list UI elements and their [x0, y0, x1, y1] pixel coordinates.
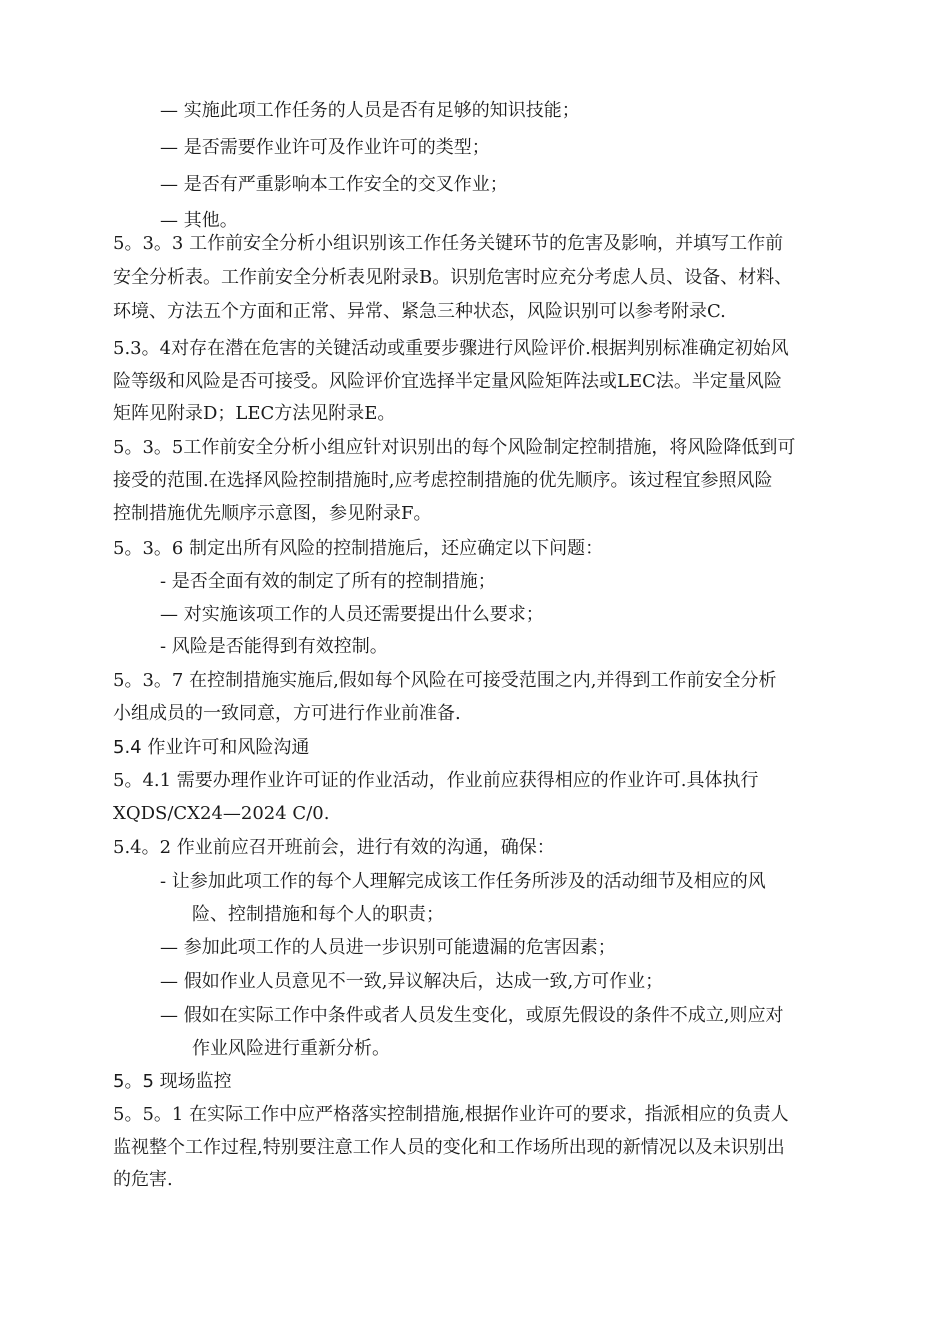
bullet-line: — 实施此项工作任务的人员是否有足够的知识技能；	[160, 100, 580, 121]
bullet-line: 作业风险进行重新分析。	[192, 1038, 390, 1059]
paragraph-line: 矩阵见附录D；LEC方法见附录E。	[113, 403, 396, 424]
bullet-line: — 假如在实际工作中条件或者人员发生变化，或原先假设的条件不成立,则应对	[160, 1005, 784, 1026]
paragraph-line: 险等级和风险是否可接受。风险评价宜选择半定量风险矩阵法或LEC法。半定量风险	[113, 371, 782, 392]
paragraph-line: 环境、方法五个方面和正常、异常、紧急三种状态，风险识别可以参考附录C.	[113, 301, 726, 322]
bullet-line: — 是否有严重影响本工作安全的交叉作业；	[160, 174, 508, 195]
paragraph-line: 接受的范围.在选择风险控制措施时,应考虑控制措施的优先顺序。该过程宜参照风险	[113, 470, 773, 491]
section-heading: 5.4 作业许可和风险沟通	[113, 737, 310, 758]
paragraph-line: 5。3。7 在控制措施实施后,假如每个风险在可接受范围之内,并得到工作前安全分析	[113, 670, 777, 691]
bullet-line: - 让参加此项工作的每个人理解完成该工作任务所涉及的活动细节及相应的风	[160, 871, 766, 892]
bullet-line: - 风险是否能得到有效控制。	[160, 636, 388, 657]
bullet-line: — 是否需要作业许可及作业许可的类型；	[160, 137, 490, 158]
bullet-line: 险、控制措施和每个人的职责；	[192, 904, 444, 925]
paragraph-line: 5.4。2 作业前应召开班前会，进行有效的沟通，确保：	[113, 837, 555, 858]
paragraph-line: 5。4.1 需要办理作业许可证的作业活动，作业前应获得相应的作业许可.具体执行	[113, 770, 759, 791]
paragraph-line: 5。5。1 在实际工作中应严格落实控制措施,根据作业许可的要求，指派相应的负责人	[113, 1104, 789, 1125]
paragraph-line: XQDS/CX24—2024 C/0.	[113, 803, 330, 824]
bullet-line: — 参加此项工作的人员进一步识别可能遗漏的危害因素；	[160, 937, 616, 958]
bullet-line: — 对实施该项工作的人员还需要提出什么要求；	[160, 604, 544, 625]
section-heading: 5。5 现场监控	[113, 1071, 232, 1092]
paragraph-line: 5。3。6 制定出所有风险的控制措施后，还应确定以下问题：	[113, 538, 604, 559]
bullet-line: - 是否全面有效的制定了所有的控制措施；	[160, 571, 496, 592]
paragraph-line: 5.3。4对存在潜在危害的关键活动或重要步骤进行风险评价.根据判别标准确定初始风	[113, 338, 789, 359]
paragraph-line: 监视整个工作过程,特别要注意工作人员的变化和工作场所出现的新情况以及未识别出	[113, 1137, 785, 1158]
paragraph-line: 5。3。5工作前安全分析小组应针对识别出的每个风险制定控制措施，将风险降低到可	[113, 437, 796, 458]
bullet-line: — 其他。	[160, 210, 238, 231]
bullet-line: — 假如作业人员意见不一致,异议解决后，达成一致,方可作业；	[160, 971, 664, 992]
paragraph-line: 安全分析表。工作前安全分析表见附录B。识别危害时应充分考虑人员、设备、材料、	[113, 267, 793, 288]
paragraph-line: 控制措施优先顺序示意图，参见附录F。	[113, 503, 432, 524]
paragraph-line: 5。3。3 工作前安全分析小组识别该工作任务关键环节的危害及影响，并填写工作前	[113, 233, 784, 254]
paragraph-line: 的危害.	[113, 1169, 173, 1190]
paragraph-line: 小组成员的一致同意，方可进行作业前准备.	[113, 703, 461, 724]
